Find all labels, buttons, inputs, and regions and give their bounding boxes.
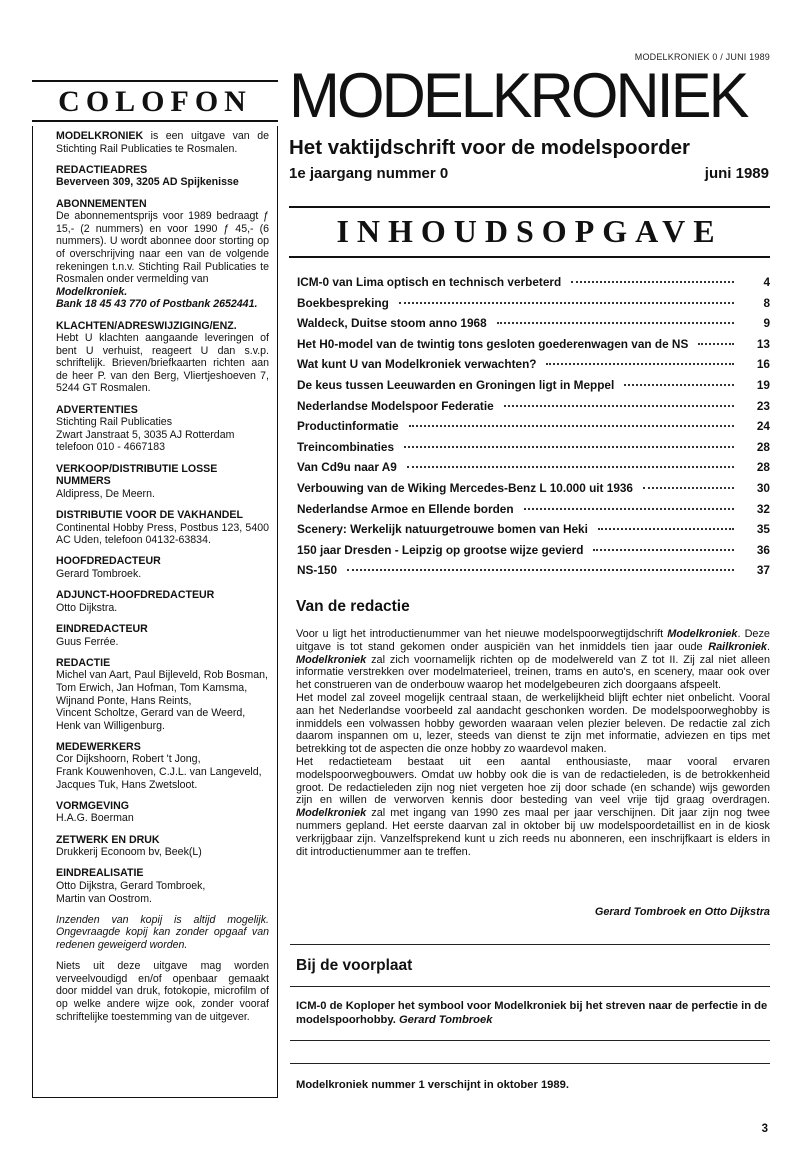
abonnementen-text: De abonnementsprijs voor 1989 bedraagt ƒ 15,- (2 nummers) en voor 1990 ƒ 45,- (6 nummers). U wordt abonnee door storting op of overschrijving naar een van de volgende rekeningen t.n.v. Stichting Rail Publicaties te Rosmalen onder vermelding van [56, 210, 269, 286]
intro-text: is een uitgave van de Stichting Rail Publicaties te Rosmalen. [56, 130, 269, 155]
editorial-emphasis: Modelkroniek [296, 807, 367, 820]
eindrealisatie-line: Martin van Oostrom. [56, 892, 152, 905]
editorial-text: zal met ingang van 1990 zes maal per jaar verschijnen. Dit jaar zijn nog twee nummers gepland. Het eerste daarvan zal in oktober bij uw modelspoordetaillist en in de kiosk verkrijgbaar zijn. Vanzelfsprekend kunt u zich reeds nu abonneren, een inschrijfkaart is elders in dit introductienummer aan te treffen. [296, 807, 770, 858]
page-number: 3 [761, 1123, 768, 1135]
redactie-line: Vincent Scholtze, Gerard van de Weerd, [56, 707, 246, 720]
toc-leader-dots [404, 446, 734, 448]
toc-row [297, 563, 770, 584]
toc-row [297, 543, 770, 564]
toc-row [297, 357, 770, 378]
toc-row [297, 296, 770, 317]
vormgeving-line: H.A.G. Boerman [56, 812, 134, 825]
cover-caption-text: ICM-0 de Koploper het symbool voor Modelkroniek bij het streven naar de perfectie in de modelspoorhobby. [296, 1000, 768, 1027]
redactieadres-block [56, 164, 269, 189]
redactie-block [56, 657, 269, 733]
zetwerk-heading: ZETWERK EN DRUK [56, 833, 160, 846]
toc-row [297, 316, 770, 337]
contents-title: INHOUDSOPGAVE [289, 206, 770, 258]
medewerkers-line: Jacques Tuk, Hans Zwetsloot. [56, 778, 198, 791]
toc-row [297, 399, 770, 420]
editorial-title: Van de redactie [296, 598, 410, 615]
magazine-subtitle: Het vaktijdschrift voor de modelspoorder [289, 136, 690, 159]
zetwerk-line: Drukkerij Econoom bv, Beek(L) [56, 846, 202, 859]
toc-title: De keus tussen Leeuwarden en Groningen ligt in Meppel [297, 377, 615, 392]
editorial-text: zal zich voornamelijk richten op de modelwereld van Z tot II. Zij zal niet alleen informatie verstrekken over modelmaterieel, treinen, trams en auto's, en scenery, maar ook over het construeren van de onderbouw waarop het modelgebeuren zich doorgaans afspeelt. [296, 653, 770, 692]
editorial-emphasis: Modelkroniek [296, 653, 367, 666]
toc-row [297, 502, 770, 523]
cover-credit: Gerard Tombroek [398, 1014, 493, 1027]
colofon-intro [56, 130, 269, 155]
toc-title: Nederlandse Modelspoor Federatie [297, 398, 494, 413]
colofon-title: COLOFON [32, 80, 278, 122]
toc-row [297, 522, 770, 543]
editorial-text: . [766, 640, 770, 653]
table-of-contents [297, 275, 770, 584]
advertenties-line: Stichting Rail Publicaties [56, 416, 172, 429]
divider [290, 1040, 770, 1041]
toc-row [297, 275, 770, 296]
toc-leader-dots [593, 549, 734, 551]
toc-page-number: 28 [756, 439, 770, 454]
vakhandel-heading: DISTRIBUTIE VOOR DE VAKHANDEL [56, 509, 243, 521]
divider [290, 1063, 770, 1064]
adjunct-block [56, 589, 269, 614]
toc-leader-dots [546, 363, 734, 365]
zetwerk-block [56, 834, 269, 859]
advertenties-heading: ADVERTENTIES [56, 403, 138, 416]
toc-page-number: 9 [763, 316, 770, 331]
toc-page-number: 23 [756, 398, 770, 413]
editorial-emphasis: Railkroniek [708, 640, 767, 653]
redactie-line: Wijnand Ponte, Hans Reints, [56, 694, 192, 707]
toc-title: Van Cd9u naar A9 [297, 460, 397, 475]
magazine-title: MODELKRONIEK [289, 61, 747, 131]
abonnementen-block [56, 198, 269, 311]
hoofdredacteur-block [56, 555, 269, 580]
editorial-text: Voor u ligt het introductienummer van het nieuwe modelspoorwegtijdschrift [296, 628, 668, 640]
medewerkers-line: Frank Kouwenhoven, C.J.L. van Langeveld, [56, 766, 262, 779]
editorial-text: . Deze uitgave is tot stand gekomen onder auspiciën van het inmiddels tien jaar oude [296, 628, 770, 653]
toc-page-number: 35 [756, 522, 770, 537]
toc-leader-dots [643, 487, 734, 489]
toc-row [297, 481, 770, 502]
toc-title: Verbouwing van de Wiking Mercedes-Benz L 10.000 uit 1936 [297, 480, 633, 495]
eindrealisatie-heading: EINDREALISATIE [56, 867, 144, 880]
hoofdredacteur-heading: HOOFDREDACTEUR [56, 555, 161, 568]
redactieadres-line: Beverveen 309, 3205 AD Spijkenisse [56, 176, 239, 189]
toc-page-number: 37 [756, 563, 770, 578]
toc-page-number: 19 [756, 377, 770, 392]
cover-caption [296, 999, 770, 1027]
toc-row [297, 419, 770, 440]
toc-row [297, 440, 770, 461]
verkoop-line: Aldipress, De Meern. [56, 487, 155, 500]
redactie-heading: REDACTIE [56, 656, 111, 669]
toc-title: Productinformatie [297, 419, 399, 434]
vakhandel-block [56, 509, 269, 547]
toc-leader-dots [598, 528, 734, 530]
divider [290, 986, 770, 987]
hoofdredacteur-line: Gerard Tombroek. [56, 567, 142, 580]
abonnementen-bank: Bank 18 45 43 770 of Postbank 2652441. [56, 298, 258, 311]
adjunct-heading: ADJUNCT-HOOFDREDACTEUR [56, 589, 215, 602]
toc-row [297, 337, 770, 358]
vormgeving-heading: VORMGEVING [56, 799, 129, 812]
advertenties-line: telefoon 010 - 4667183 [56, 441, 165, 454]
toc-title: Het H0-model van de twintig tons gesloten goederenwagen van de NS [297, 336, 689, 351]
klachten-block [56, 320, 269, 396]
toc-page-number: 28 [756, 460, 770, 475]
toc-leader-dots [571, 281, 734, 283]
next-issue-note: Modelkroniek nummer 1 verschijnt in oktober 1989. [296, 1079, 569, 1091]
toc-title: Scenery: Werkelijk natuurgetrouwe bomen van Heki [297, 522, 588, 537]
toc-page-number: 4 [763, 275, 770, 289]
toc-leader-dots [409, 425, 734, 427]
toc-leader-dots [407, 466, 734, 468]
volume-label: 1e jaargang nummer 0 [289, 165, 449, 182]
adjunct-line: Otto Dijkstra. [56, 601, 118, 614]
advertenties-block [56, 404, 269, 454]
eindrealisatie-line: Otto Dijkstra, Gerard Tombroek, [56, 880, 206, 892]
toc-leader-dots [504, 405, 734, 407]
editorial-body [296, 628, 770, 858]
toc-leader-dots [698, 343, 734, 345]
toc-title: Wat kunt U van Modelkroniek verwachten? [297, 357, 537, 372]
toc-page-number: 8 [763, 295, 770, 310]
eindredacteur-line: Guus Ferrée. [56, 635, 119, 648]
toc-title: ICM-0 van Lima optisch en technisch verbeterd [297, 275, 562, 289]
redactie-line: Tom Erwich, Jan Hofman, Tom Kamsma, [56, 681, 248, 694]
vormgeving-block [56, 800, 269, 825]
toc-row [297, 378, 770, 399]
vakhandel-text: Continental Hobby Press, Postbus 123, 5400 AC Uden, telefoon 04132-63834. [56, 521, 269, 547]
editorial-paragraph: Het model zal zoveel mogelijk centraal staan, de werkelijkheid blijft echter niet onbelicht. Vooral aan het Nederlandse voorbeeld zal aandacht geschonken worden. De modelspoorweghobby is inmiddels een volwassen hobby geworden waaraan velen plezier beleven. De redactie zal zich daarom inspannen om u, lezer, steeds van dienst te zijn met informatie, adviezen en tips met betrekking tot de aspecten die onze hobby zo waardevol maken. [296, 691, 770, 756]
editorial-signature: Gerard Tombroek en Otto Dijkstra [594, 906, 770, 918]
toc-page-number: 32 [756, 501, 770, 516]
verkoop-block [56, 463, 269, 501]
abonnementen-heading: ABONNEMENTEN [56, 197, 147, 210]
toc-leader-dots [624, 384, 734, 386]
divider [290, 944, 770, 945]
kopij-note: Inzenden van kopij is altijd mogelijk. Ongevraagde kopij kan zonder opgaaf van redenen geweigerd worden. [56, 913, 269, 951]
toc-row [297, 460, 770, 481]
issue-line: MODELKRONIEK 0 / JUNI 1989 [634, 52, 770, 62]
cover-title: Bij de voorplaat [296, 957, 413, 974]
toc-page-number: 24 [756, 419, 770, 434]
medewerkers-line: Cor Dijkshoorn, Robert 't Jong, [56, 753, 201, 766]
toc-page-number: 30 [756, 480, 770, 495]
toc-title: Treincombinaties [297, 439, 395, 454]
toc-leader-dots [399, 302, 734, 304]
advertenties-line: Zwart Janstraat 5, 3035 AJ Rotterdam [56, 428, 235, 441]
toc-title: Boekbespreking [297, 295, 389, 310]
issue-date: juni 1989 [704, 165, 769, 182]
toc-page-number: 13 [756, 336, 770, 351]
toc-leader-dots [347, 569, 734, 571]
klachten-text: Hebt U klachten aangaande leveringen of bent U verhuist, reageert U dan s.v.p. schriftelijk. Brieven/briefkaarten richten aan de heer P. van den Berg, Vliertjeshoeven 7, 5244 GT Rosmalen. [56, 332, 269, 395]
toc-title: NS-150 [297, 563, 337, 578]
eindredacteur-heading: EINDREDACTEUR [56, 622, 148, 635]
editorial-paragraph [296, 628, 770, 692]
toc-page-number: 36 [756, 542, 770, 557]
colofon-box [32, 126, 278, 1098]
redactieadres-heading: REDACTIEADRES [56, 163, 148, 176]
editorial-text: Het redactieteam bestaat uit een aantal enthousiaste, maar vooral ervaren modelspoorwegbouwers. Omdat uw hobby ook die is van de redactieleden, is de betrokkenheid groot. De redactieleden zijn nog niet vergeten hoe zij door schade (en schande) wijs geworden zijn en willen de verworven kennis door besteding van veel vrije tijd graag overdragen. [296, 755, 770, 807]
toc-title: Waldeck, Duitse stoom anno 1968 [297, 316, 487, 331]
toc-leader-dots [497, 322, 734, 324]
toc-title: 150 jaar Dresden - Leipzig op grootse wijze gevierd [297, 542, 584, 557]
eindrealisatie-block [56, 867, 269, 905]
verkoop-heading: VERKOOP/DISTRIBUTIE LOSSE NUMMERS [56, 462, 218, 488]
redactie-line: Michel van Aart, Paul Bijleveld, Rob Bosman, [56, 669, 268, 682]
editorial-paragraph [296, 756, 770, 858]
editorial-emphasis: Modelkroniek [667, 628, 738, 640]
toc-page-number: 16 [756, 357, 770, 372]
abonnementen-italic: Modelkroniek. [56, 285, 128, 298]
copyright-notice: Niets uit deze uitgave mag worden verveelvoudigd en/of openbaar gemaakt door middel van druk, fotokopie, microfilm of op welke andere wijze ook, zonder vooraf schriftelijke toestemming van de uitgever. [56, 960, 269, 1023]
medewerkers-heading: MEDEWERKERS [56, 740, 141, 753]
issue-info [289, 165, 769, 182]
eindredacteur-block [56, 623, 269, 648]
toc-leader-dots [524, 508, 734, 510]
redactie-line: Henk van Willigenburg. [56, 719, 165, 732]
publication-name: MODELKRONIEK [56, 130, 144, 142]
toc-title: Nederlandse Armoe en Ellende borden [297, 501, 514, 516]
klachten-heading: KLACHTEN/ADRESWIJZIGING/ENZ. [56, 319, 237, 332]
medewerkers-block [56, 741, 269, 791]
